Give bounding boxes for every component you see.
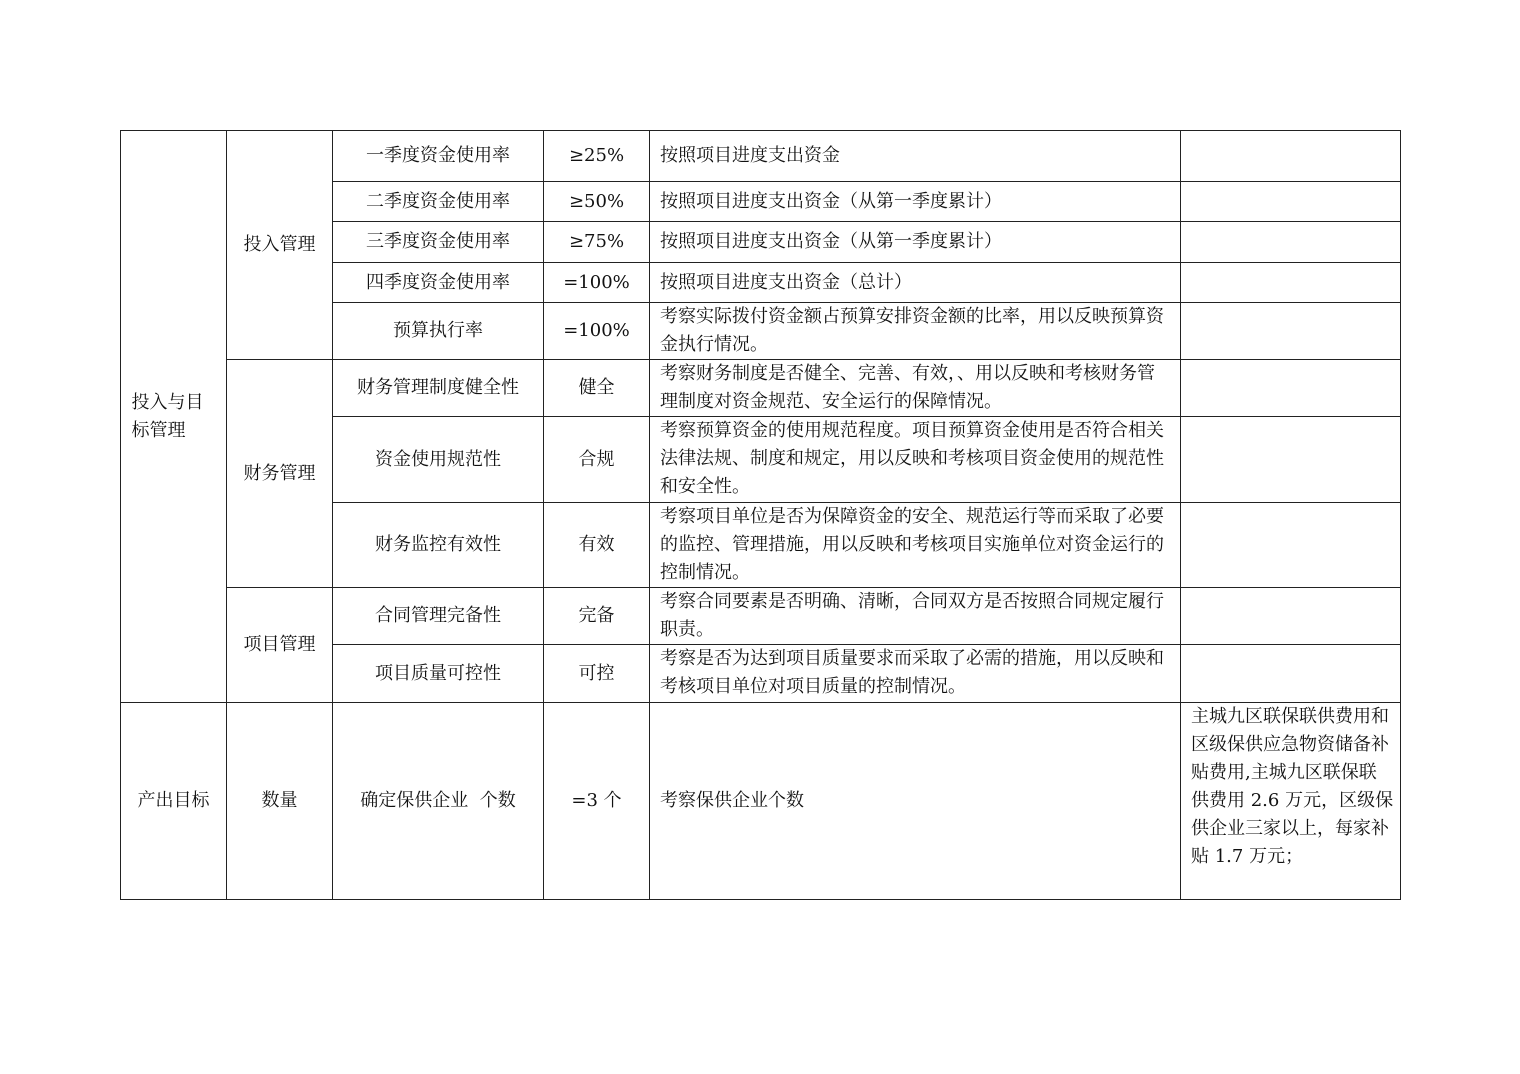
indicator-description: 考察预算资金的使用规范程度。项目预算资金使用是否符合相关法律法规、制度和规定，用以反映和考核项目资金使用的规范性和安全性。 — [650, 417, 1181, 503]
indicator-description: 考察实际拨付资金额占预算安排资金额的比率，用以反映预算资金执行情况。 — [650, 303, 1181, 360]
note-cell — [1181, 131, 1401, 182]
indicator-name: 确定保供企业 个数 — [333, 703, 544, 900]
category-level2-label: 财务管理 — [243, 462, 316, 484]
note-cell: 主城九区联保联供费用和区级保供应急物资储备补贴费用,主城九区联保联供费用 2.6 万元，区级保供企业三家以上，每家补贴 1.7 万元； — [1181, 703, 1401, 900]
table-row — [121, 360, 1401, 417]
indicator-description: 考察是否为达到项目质量要求而采取了必需的措施，用以反映和考核项目单位对项目质量的控制情况。 — [650, 645, 1181, 703]
table-row — [121, 131, 1401, 182]
performance-indicator-table — [120, 130, 1401, 900]
indicator-description: 按照项目进度支出资金（总计） — [650, 263, 1181, 303]
note-cell — [1181, 303, 1401, 360]
note-cell — [1181, 503, 1401, 588]
category-level2-cell — [227, 131, 333, 360]
indicator-description: 考察保供企业个数 — [650, 703, 1181, 900]
note-cell — [1181, 263, 1401, 303]
note-cell — [1181, 182, 1401, 222]
indicator-name: 财务管理制度健全性 — [333, 360, 544, 417]
table-row — [121, 588, 1401, 645]
indicator-value: ≥50% — [544, 182, 650, 222]
indicator-name: 预算执行率 — [333, 303, 544, 360]
indicator-value: 健全 — [544, 360, 650, 417]
indicator-name: 四季度资金使用率 — [333, 263, 544, 303]
category-level2-cell — [227, 360, 333, 588]
note-cell — [1181, 360, 1401, 417]
category-level2-label: 项目管理 — [243, 634, 316, 655]
category-level1-label: 投入与目标管理 — [131, 391, 204, 441]
indicator-description: 考察项目单位是否为保障资金的安全、规范运行等而采取了必要的监控、管理措施，用以反映和考核项目实施单位对资金运行的控制情况。 — [650, 503, 1181, 588]
category-level1-cell — [121, 131, 227, 703]
indicator-description: 按照项目进度支出资金（从第一季度累计） — [650, 182, 1181, 222]
category-level1-cell — [121, 703, 227, 900]
category-level2-label: 数量 — [261, 790, 298, 811]
indicator-description: 考察合同要素是否明确、清晰，合同双方是否按照合同规定履行职责。 — [650, 588, 1181, 645]
indicator-name: 财务监控有效性 — [333, 503, 544, 588]
indicator-value: ≥25% — [544, 131, 650, 182]
indicator-value: =100% — [544, 303, 650, 360]
category-level2-cell — [227, 588, 333, 703]
indicator-name: 资金使用规范性 — [333, 417, 544, 503]
indicator-value: =100% — [544, 263, 650, 303]
indicator-description: 考察财务制度是否健全、完善、有效，、用以反映和考核财务管理制度对资金规范、安全运行的保障情况。 — [650, 360, 1181, 417]
category-level2-label: 投入管理 — [243, 234, 316, 255]
note-cell — [1181, 222, 1401, 263]
indicator-description: 按照项目进度支出资金 — [650, 131, 1181, 182]
indicator-value: 完备 — [544, 588, 650, 645]
indicator-value: 有效 — [544, 503, 650, 588]
indicator-name: 合同管理完备性 — [333, 588, 544, 645]
indicator-value: =3 个 — [544, 703, 650, 900]
indicator-value: ≥75% — [544, 222, 650, 263]
note-cell — [1181, 588, 1401, 645]
indicator-value: 合规 — [544, 417, 650, 503]
table-row — [121, 703, 1401, 900]
category-level1-label: 产出目标 — [137, 790, 210, 811]
indicator-name: 二季度资金使用率 — [333, 182, 544, 222]
indicator-description: 按照项目进度支出资金（从第一季度累计） — [650, 222, 1181, 263]
indicator-value: 可控 — [544, 645, 650, 703]
note-cell — [1181, 645, 1401, 703]
indicator-name: 项目质量可控性 — [333, 645, 544, 703]
indicator-name: 三季度资金使用率 — [333, 222, 544, 263]
note-cell — [1181, 417, 1401, 503]
category-level2-cell — [227, 703, 333, 900]
indicator-name: 一季度资金使用率 — [333, 131, 544, 182]
